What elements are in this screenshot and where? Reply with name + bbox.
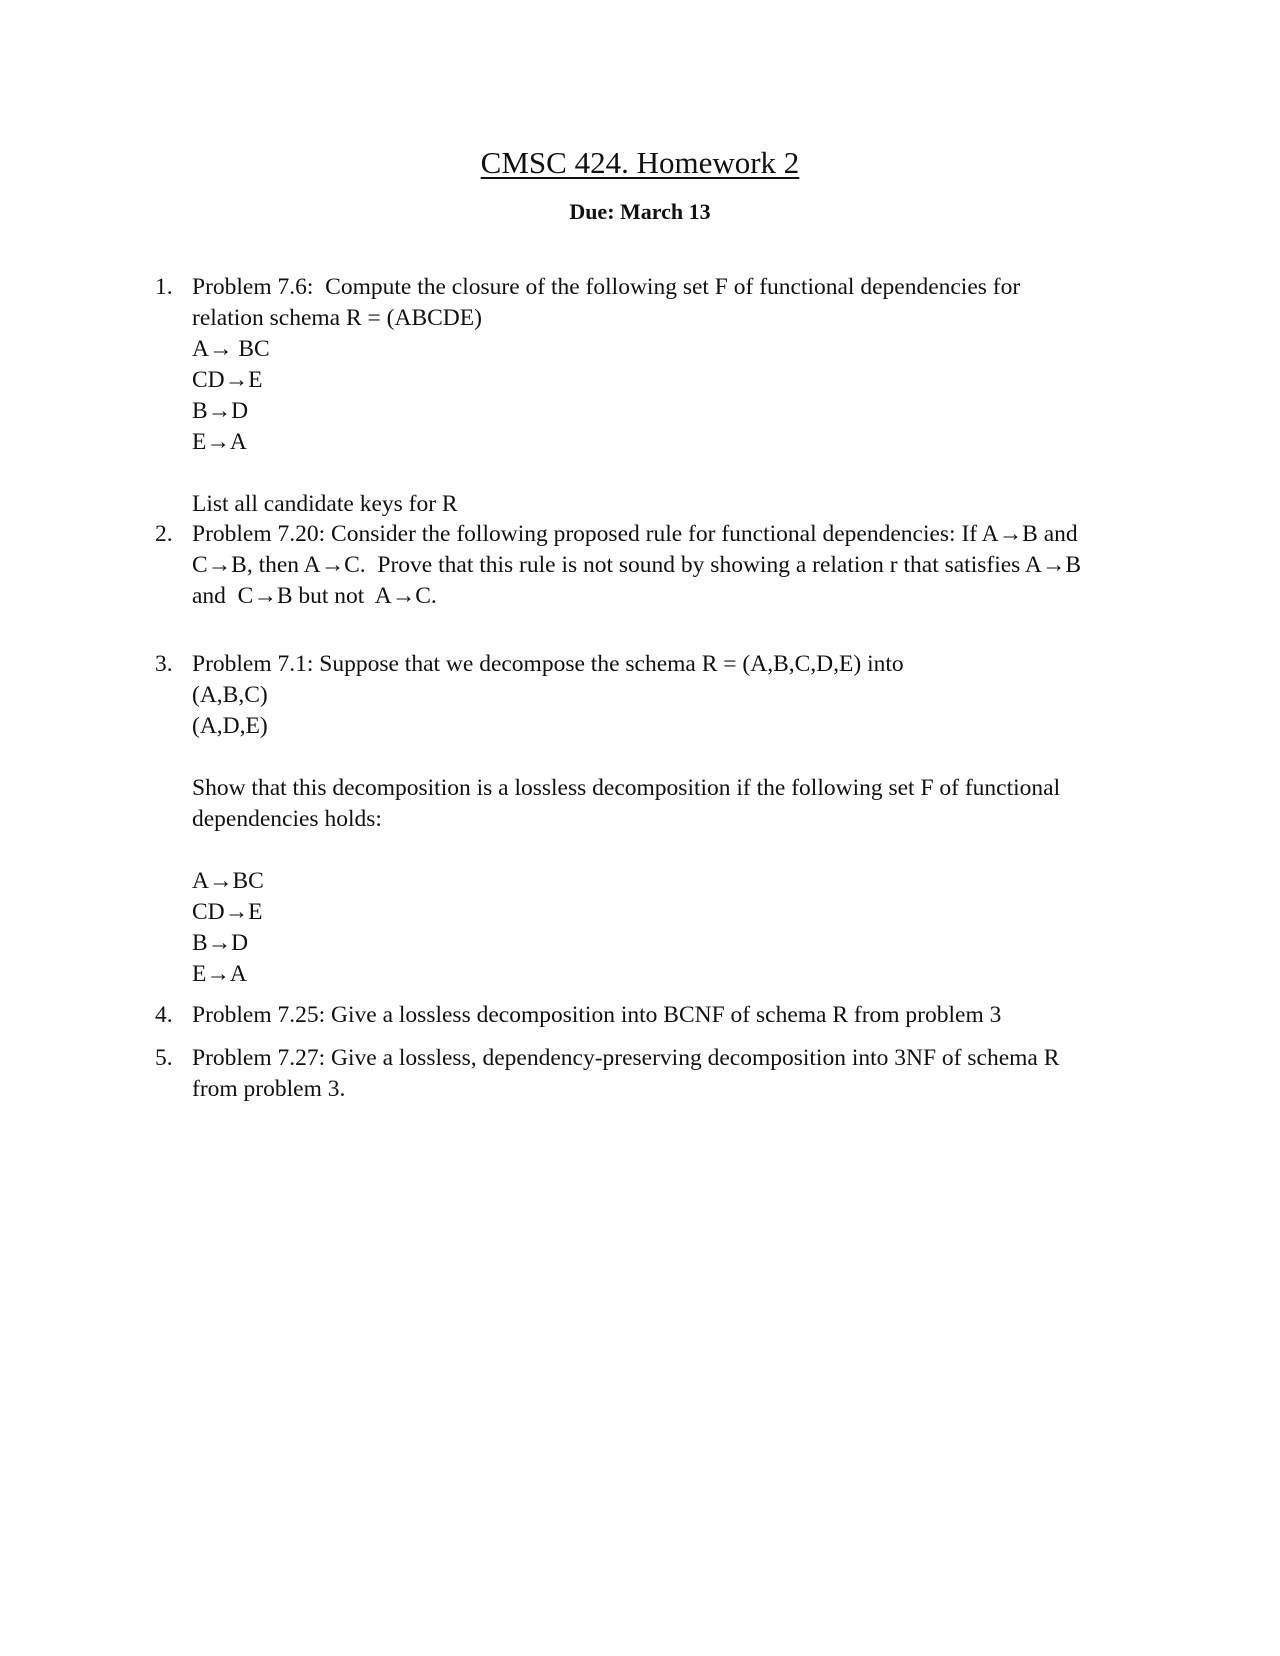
fd-line: E→A bbox=[192, 429, 247, 455]
schema-line: (A,D,E) bbox=[192, 713, 268, 739]
due-date: Due: March 13 bbox=[569, 199, 711, 224]
document-title-text: CMSC 424. Homework 2 bbox=[480, 145, 800, 180]
problem-line: from problem 3. bbox=[192, 1076, 346, 1102]
problem-number: 2. bbox=[155, 521, 173, 547]
problem-line: Problem 7.6: Compute the closure of the following set F of functional dependencies for bbox=[192, 274, 1021, 300]
problem-number: 3. bbox=[155, 651, 173, 677]
fd-line: A→ BC bbox=[192, 336, 270, 362]
blank-line bbox=[192, 742, 1152, 773]
problem-line: C→B, then A→C. Prove that this rule is not sound by showing a relation r that satisfies A→B bbox=[192, 552, 1082, 578]
blank-line bbox=[192, 458, 1152, 489]
fd-line: E→A bbox=[192, 961, 247, 987]
fd-line: B→D bbox=[192, 930, 249, 956]
problem-body bbox=[192, 649, 1152, 990]
problem-line: Problem 7.27: Give a lossless, dependency-preserving decomposition into 3NF of schema R bbox=[192, 1045, 1060, 1071]
problem-number: 4. bbox=[155, 1002, 173, 1028]
problem-body bbox=[192, 1043, 1152, 1105]
problem-line: relation schema R = (ABCDE) bbox=[192, 305, 482, 331]
fd-line: CD→E bbox=[192, 899, 263, 925]
problem-body bbox=[192, 1000, 1152, 1031]
fd-line: CD→E bbox=[192, 367, 263, 393]
problem-body bbox=[192, 272, 1152, 520]
problem-line: Problem 7.20: Consider the following proposed rule for functional dependencies: If A→B and bbox=[192, 521, 1078, 547]
problem-number: 5. bbox=[155, 1045, 173, 1071]
problem-line: List all candidate keys for R bbox=[192, 491, 458, 517]
fd-line: A→BC bbox=[192, 868, 264, 894]
problem-line: and C→B but not A→C. bbox=[192, 583, 437, 609]
fd-line: B→D bbox=[192, 398, 249, 424]
problem-body bbox=[192, 519, 1152, 612]
problem-line: Show that this decomposition is a lossless decomposition if the following set F of functional bbox=[192, 775, 1061, 801]
problem-number: 1. bbox=[155, 274, 173, 300]
problem-line: dependencies holds: bbox=[192, 806, 382, 832]
blank-line bbox=[192, 835, 1152, 866]
problem-line: Problem 7.1: Suppose that we decompose the schema R = (A,B,C,D,E) into bbox=[192, 651, 904, 677]
schema-line: (A,B,C) bbox=[192, 682, 268, 708]
document-title bbox=[0, 143, 1280, 183]
problem-line: Problem 7.25: Give a lossless decomposition into BCNF of schema R from problem 3 bbox=[192, 1002, 1002, 1028]
